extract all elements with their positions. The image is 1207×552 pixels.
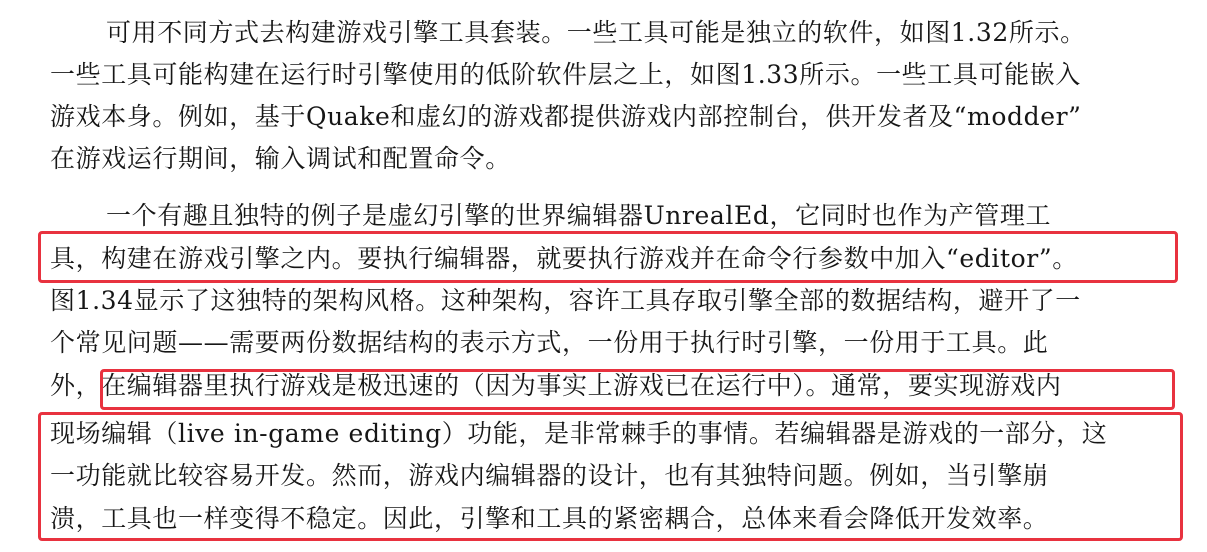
paragraph2-line-6: 现场编辑（live in-game editing）功能，是非常棘手的事情。若编辑器是游戏的一部分，这: [50, 419, 1108, 448]
highlight-box: [100, 369, 1175, 410]
paragraph2-line-5: 外，在编辑器里执行游戏是极迅速的（因为事实上游戏已在运行中）。通常，要实现游戏内: [50, 371, 1062, 400]
highlight-box: [38, 231, 1178, 283]
paragraph2-line-7: 一功能就比较容易开发。然而，游戏内编辑器的设计，也有其独特问题。例如，当引擎崩: [50, 461, 1049, 490]
paragraph1-line-3: 游戏本身。例如，基于Quake和虚幻的游戏都提供游戏内部控制台，供开发者及“modder”: [50, 102, 1082, 131]
paragraph2-line-3: 图1.34显示了这独特的架构风格。这种架构，容许工具存取引擎全部的数据结构，避开了一: [50, 286, 1081, 315]
paragraph2-line-8: 溃，工具也一样变得不稳定。因此，引擎和工具的紧密耦合，总体来看会降低开发效率。: [50, 504, 1049, 533]
paragraph1-line-2: 一些工具可能构建在运行时引擎使用的低阶软件层之上，如图1.33所示。一些工具可能嵌入: [50, 60, 1081, 89]
paragraph2-line-4: 个常见问题——需要两份数据结构的表示方式，一份用于执行时引擎，一份用于工具。此: [50, 328, 1049, 357]
highlight-box: [38, 412, 1183, 541]
paragraph1-line-1: 可用不同方式去构建游戏引擎工具套装。一些工具可能是独立的软件，如图1.32所示。: [106, 18, 1086, 47]
paragraph1-line-4: 在游戏运行期间，输入调试和配置命令。: [50, 144, 511, 173]
paragraph2-line-1: 一个有趣且独特的例子是虚幻引擎的世界编辑器UnrealEd，它同时也作为产管理工: [106, 201, 1052, 230]
paragraph2-line-2: 具，构建在游戏引擎之内。要执行编辑器，就要执行游戏并在命令行参数中加入“editor”。: [50, 244, 1078, 273]
